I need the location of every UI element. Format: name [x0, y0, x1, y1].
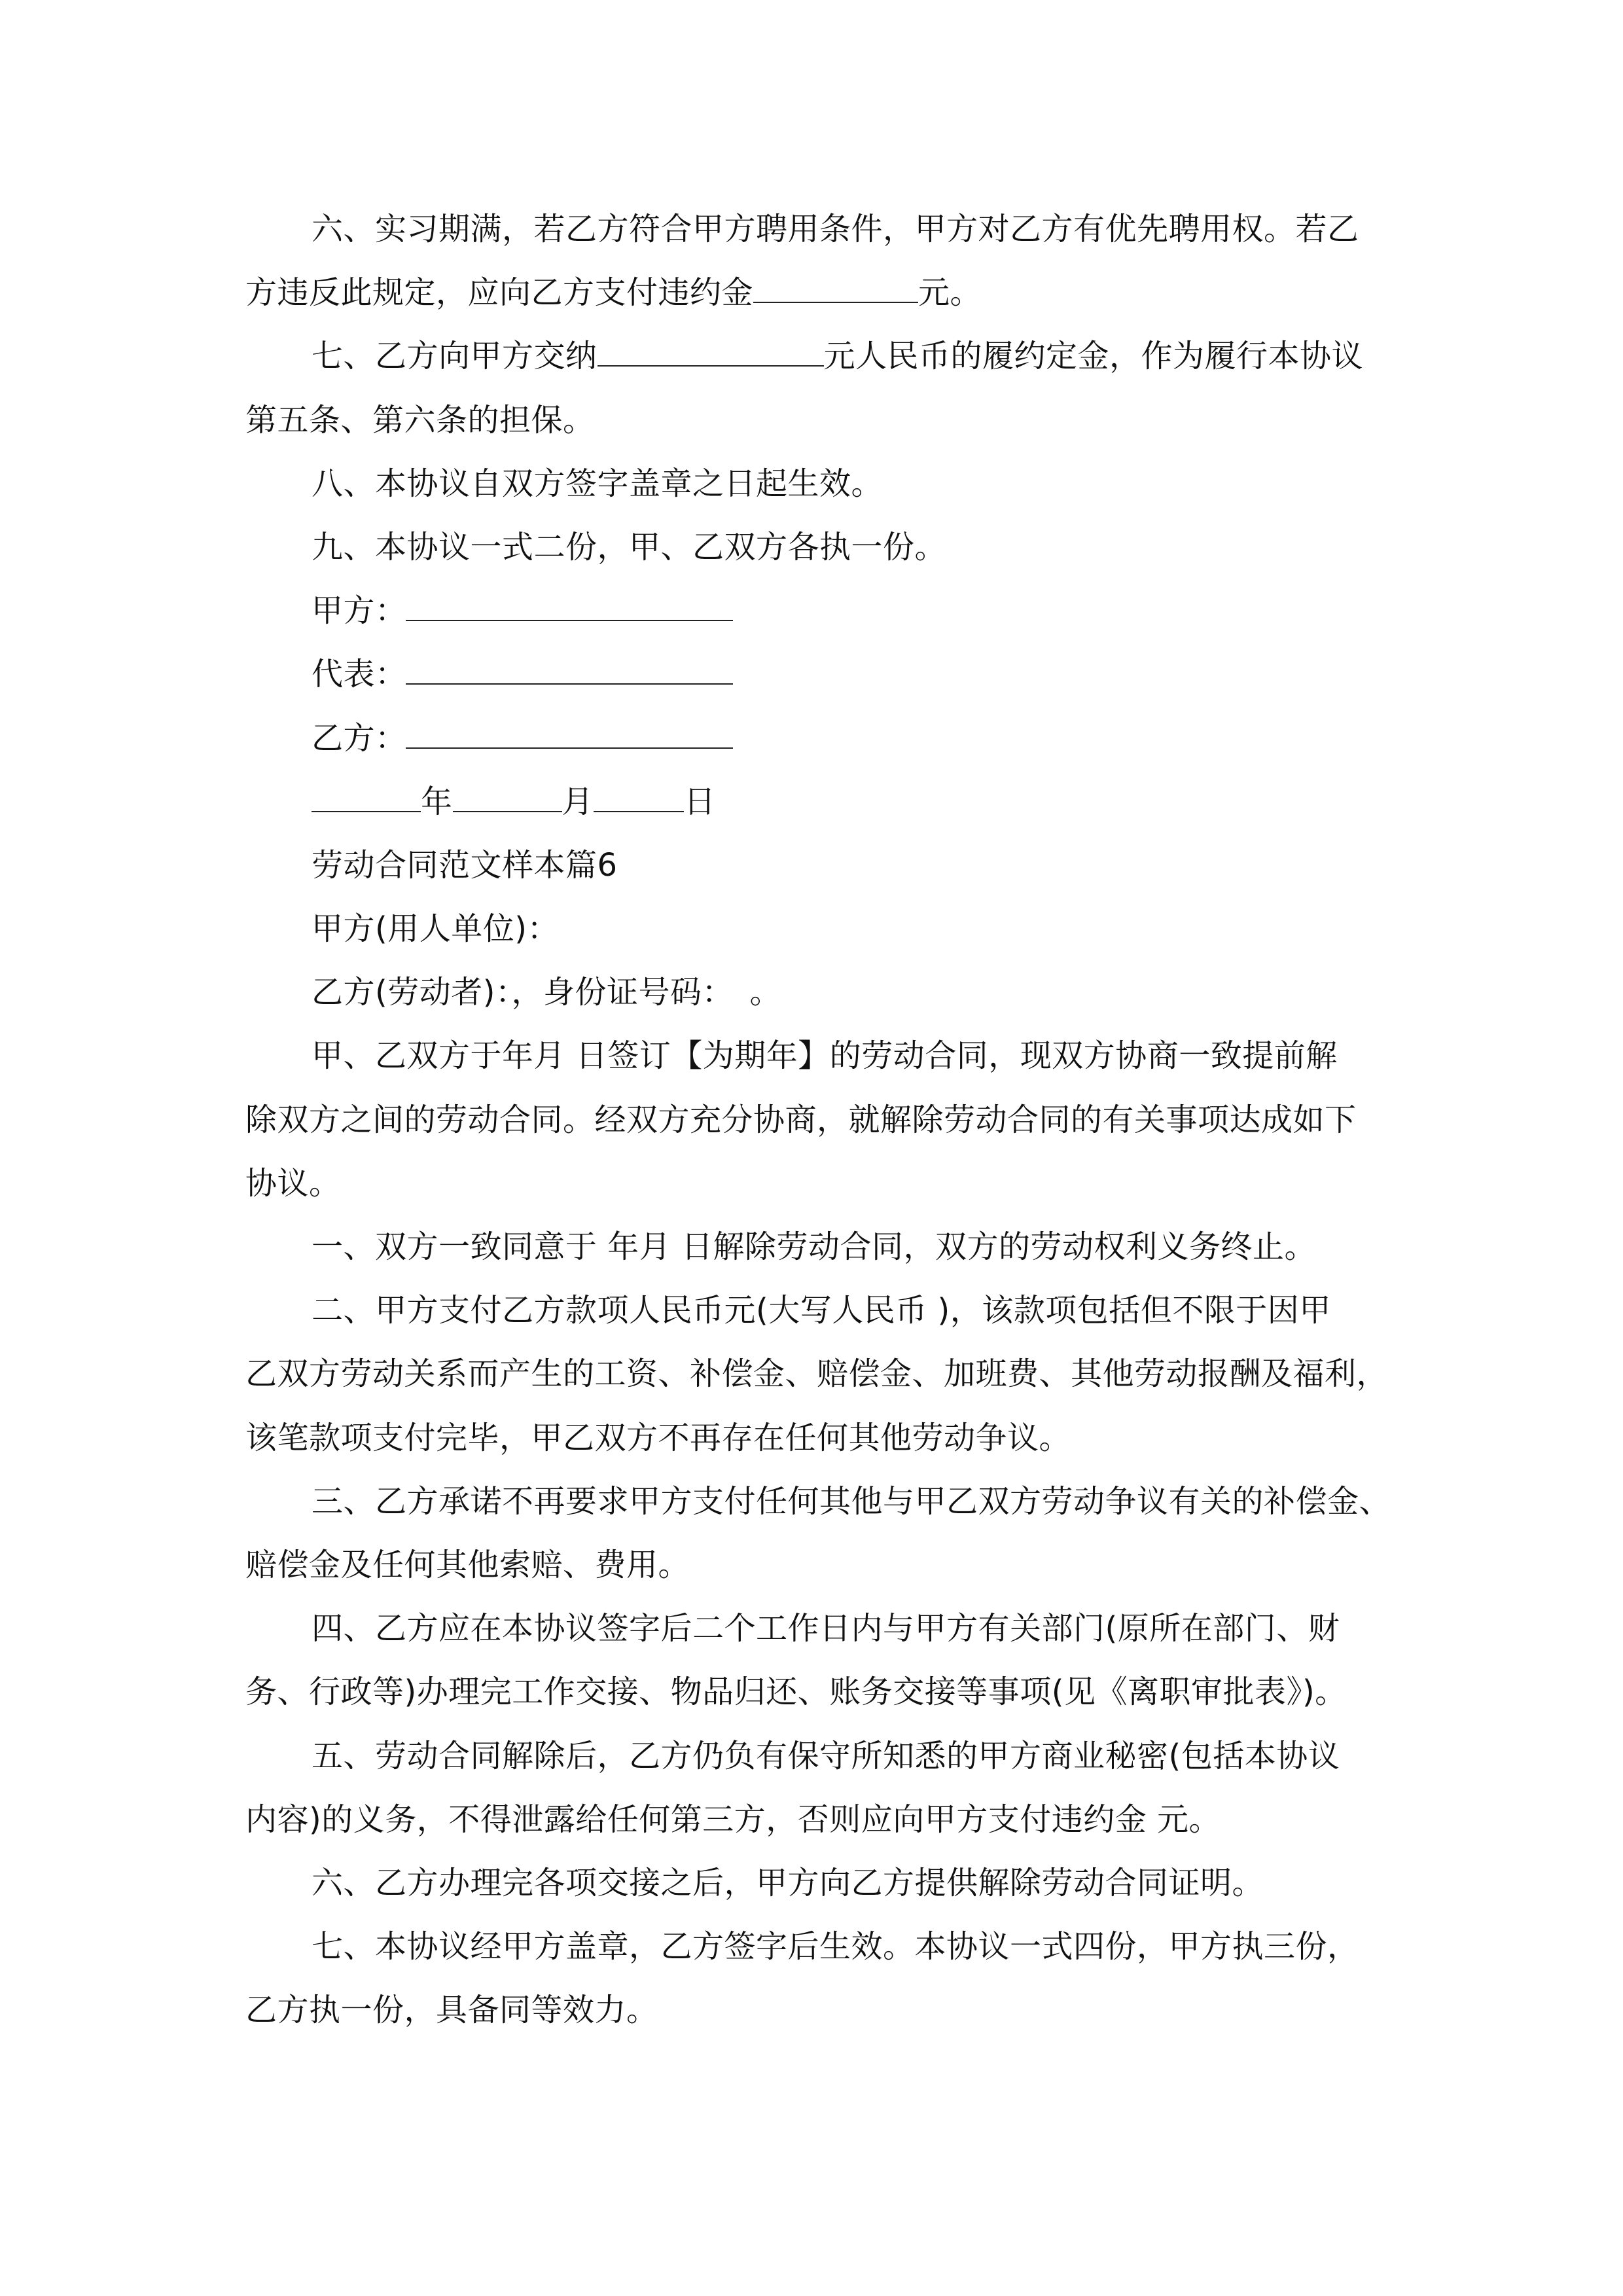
clause-6-unit: 元。	[918, 274, 982, 312]
month-blank	[453, 770, 562, 812]
signature-representative	[245, 643, 1384, 706]
clause-9: 九、本协议一式二份，甲、乙双方各执一份。	[312, 528, 947, 565]
signature-party-b	[245, 707, 1384, 770]
intro-line-2: 除双方之间的劳动合同。经双方充分协商，就解除劳动合同的有关事项达成如下	[245, 1101, 1357, 1138]
term-5-line-1: 五、劳动合同解除后，乙方仍负有保守所知悉的甲方商业秘密(包括本协议	[312, 1737, 1340, 1774]
clause-6-line-1: 六、实习期满，若乙方符合甲方聘用条件，甲方对乙方有优先聘用权。若乙	[312, 211, 1359, 247]
clause-6-line-2	[245, 261, 1384, 325]
clause-7-text-2: 元人民币的履约定金，作为履行本协议	[823, 338, 1364, 375]
term-3-line-1: 三、乙方承诺不再要求甲方支付任何其他与甲乙双方劳动争议有关的补偿金、	[312, 1482, 1391, 1520]
penalty-amount-blank	[753, 261, 918, 303]
clause-7-line-1	[245, 325, 1384, 388]
term-7-line-2: 乙方执一份，具备同等效力。	[245, 1992, 658, 2029]
party-a-blank	[406, 579, 733, 621]
term-7-line-1: 七、本协议经甲方盖章，乙方签字后生效。本协议一式四份，甲方执三份，	[312, 1928, 1359, 1965]
month-label: 月	[562, 783, 594, 820]
party-a-label: 甲方：	[312, 592, 407, 630]
representative-blank	[406, 643, 733, 685]
document-page	[245, 198, 1391, 2042]
term-2-line-2: 乙双方劳动关系而产生的工资、补偿金、赔偿金、加班费、其他劳动报酬及福利，	[245, 1355, 1389, 1393]
day-blank	[594, 770, 684, 812]
intro-line-1: 甲、乙双方于年月 日签订【为期年】的劳动合同，现双方协商一致提前解	[312, 1037, 1338, 1075]
signature-party-a	[245, 579, 1384, 643]
year-label: 年	[421, 783, 453, 820]
term-4-line-2: 务、行政等)办理完工作交接、物品归还、账务交接等事项(见《离职审批表》)。	[245, 1674, 1347, 1711]
term-3-line-2: 赔偿金及任何其他索赔、费用。	[245, 1546, 690, 1583]
party-b-label: 乙方：	[312, 719, 407, 757]
section-title: 劳动合同范文样本篇6	[312, 846, 618, 884]
clause-7-text: 七、乙方向甲方交纳	[312, 338, 597, 375]
term-1: 一、双方一致同意于 年月 日解除劳动合同，双方的劳动权利义务终止。	[312, 1229, 1317, 1265]
signature-date	[245, 770, 1384, 834]
term-6: 六、乙方办理完各项交接之后，甲方向乙方提供解除劳动合同证明。	[312, 1864, 1264, 1901]
year-blank	[312, 770, 421, 812]
clause-7-line-2: 第五条、第六条的担保。	[245, 401, 595, 439]
term-4-line-1: 四、乙方应在本协议签字后二个工作日内与甲方有关部门(原所在部门、财	[312, 1610, 1340, 1647]
deposit-amount-blank	[597, 325, 824, 367]
term-2-line-1: 二、甲方支付乙方款项人民币元(大写人民币 )，该款项包括但不限于因甲	[312, 1292, 1331, 1329]
day-label: 日	[684, 783, 716, 820]
employee-line: 乙方(劳动者)：，身份证号码： 。	[312, 974, 781, 1011]
term-2-line-3: 该笔款项支付完毕，甲乙双方不再存在任何其他劳动争议。	[245, 1419, 1071, 1456]
party-b-blank	[406, 707, 733, 749]
clause-8: 八、本协议自双方签字盖章之日起生效。	[312, 465, 883, 502]
term-5-line-2: 内容)的义务，不得泄露给任何第三方，否则应向甲方支付违约金 元。	[245, 1801, 1221, 1838]
employer-line: 甲方(用人单位)：	[312, 910, 559, 948]
intro-line-3: 协议。	[245, 1164, 341, 1202]
clause-6-text: 方违反此规定，应向乙方支付违约金	[245, 274, 754, 312]
representative-label: 代表：	[312, 656, 407, 693]
